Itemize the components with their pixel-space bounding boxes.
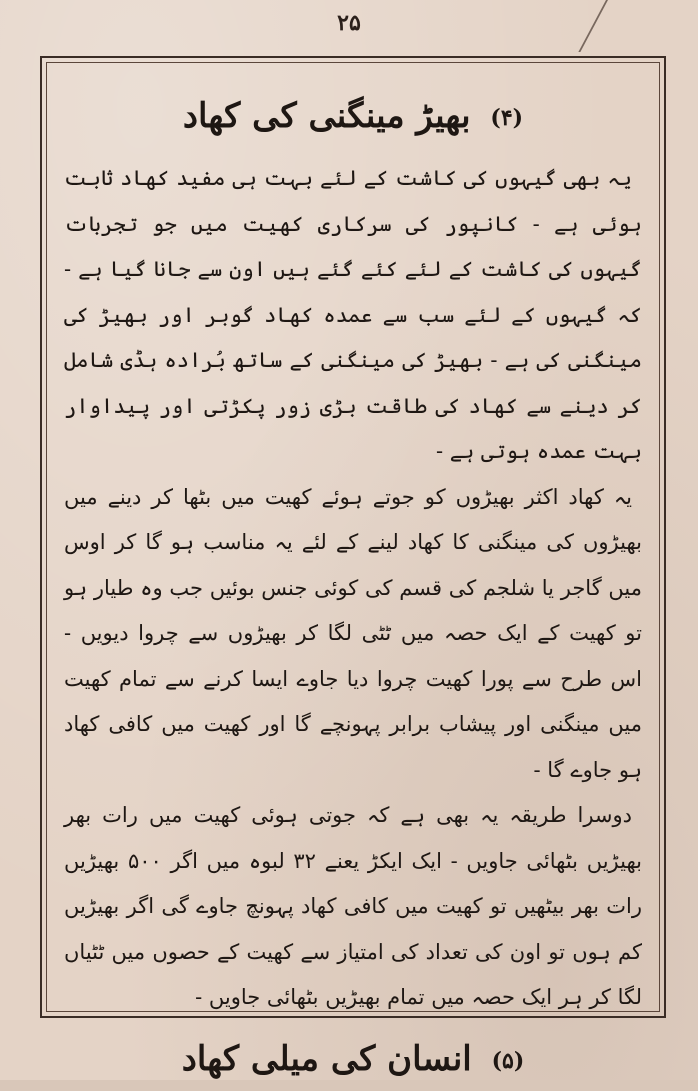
- page-number: ۲۵: [337, 10, 361, 36]
- text-frame: [40, 56, 666, 1079]
- paragraph-2: یہ کھاد اکثر بھیڑوں کو جوتے ہوئے کھیت میں بٹھا کر دینے میں بھیڑوں کی مینگنی کا کھاد لینے کے لئے یہ مناسب ہو گا کر اوس میں گاجر یا شلجم کی قسم کی کوئی جنس بوئیں جب وہ طیار ہو تو کھیت کے ایک حصہ میں ٹٹی لگا کر بھیڑوں سے چروا دیویں - اس طرح سے پورا کھیت چروا دیا جاوے ایسا کرنے سے تمام کھیت میں مینگنی اور پیشاب برابر پہونچے گا اور کھیت میں کافی کھاد ہو جاوے گا -: [64, 484, 642, 782]
- next-section-number: (۵): [491, 1047, 525, 1074]
- paragraph-1: یہ بھی گیہوں کی کاشت کے لئے بہت ہی مفید کھاد ثابت ہوئی ہے - کانپور کی سرکاری کھیت میں جو تجربات گیہوں کی کاشت کے لئے کئے گئے ہیں اون سے جانا گیا ہے - کہ گیہوں کے لئے سب سے عمدہ کھاد گوبر اور بھیڑ کی مینگنی کی ہے - بھیڑ کی مینگنی کے ساتھ بُرادہ ہڈی شامل کر دینے سے کھاد کی طاقت بڑی زور پکڑتی اور پیداوار بہت عمدہ ہوتی ہے -: [64, 166, 642, 463]
- next-section-heading: [64, 1029, 642, 1091]
- section-heading: [64, 88, 642, 146]
- page-content: [64, 88, 642, 1079]
- next-section-title: انسان کی میلی کھاد: [181, 1038, 472, 1079]
- section-number: (۴): [490, 105, 524, 131]
- paragraph-3: دوسرا طریقہ یہ بھی ہے کہ جوتی ہوئی کھیت میں رات بھر بھیڑیں بٹھائی جاویں - ایک ایکڑ یعنے ۳۲ لبوہ میں اگر ۵۰۰ بھیڑیں رات بھر بیٹھیں تو کھیت میں کافی کھاد پہونچ جاوے گی اگر بھیڑیں کم ہوں تو اون کی تعداد کی امتیاز سے کھیت کے حصوں میں ٹٹیاں لگا کر ہر ایک حصہ میں تمام بھیڑیں بٹھائی جاویں -: [64, 803, 642, 1009]
- section-title: بھیڑ مینگنی کی کھاد: [182, 96, 471, 136]
